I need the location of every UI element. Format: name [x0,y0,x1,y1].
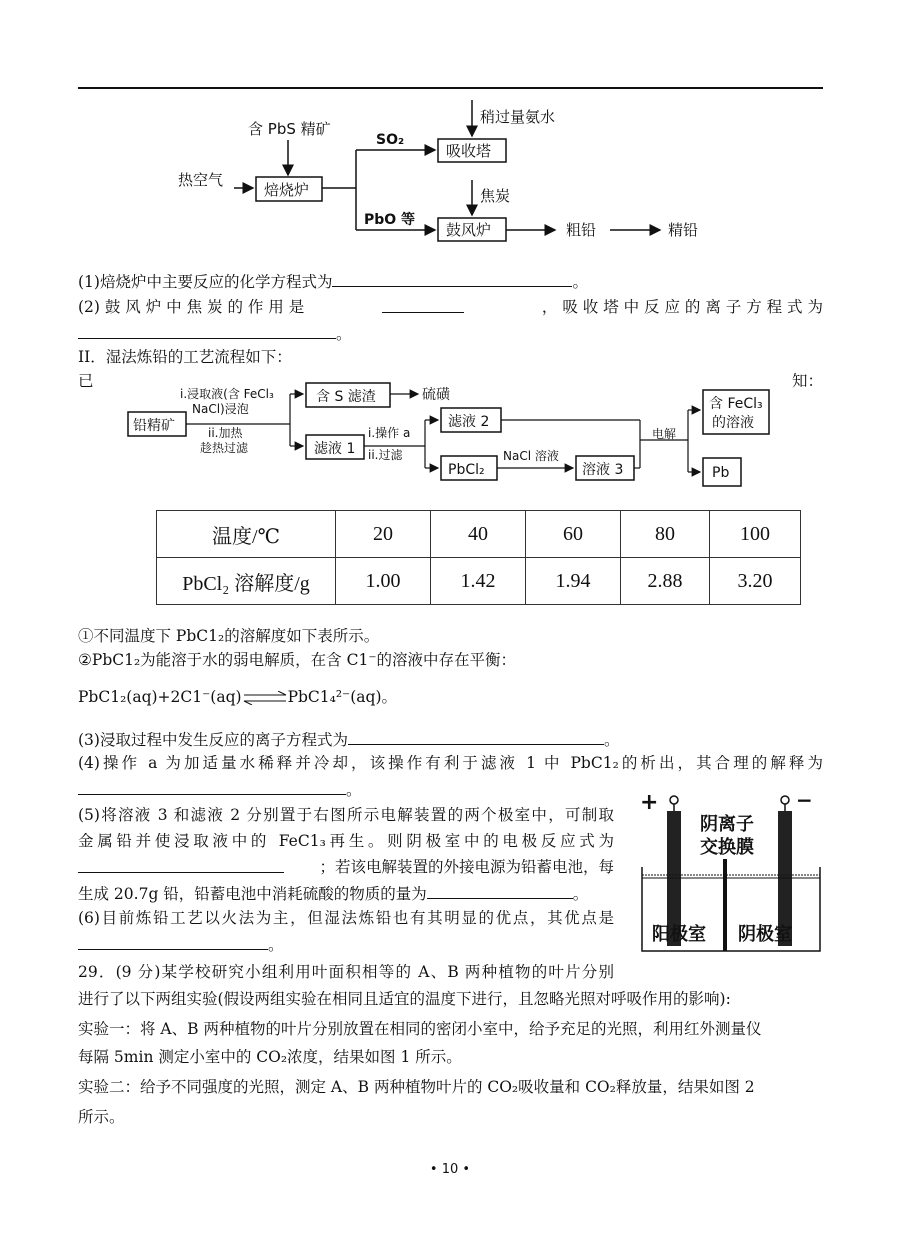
blast-furnace-label: 鼓风炉 [446,221,492,239]
q3-blank[interactable] [348,728,604,745]
pbcl2-label: PbCl₂ [448,462,485,478]
eq-left: PbC1₂(aq)+2C1⁻(aq) [78,688,242,706]
membrane-label1: 阴离子 [700,814,754,835]
q29-line3: 实验一：将 A、B 两种植物的叶片分别放置在相同的密闭小室中，给予充足的光照，利用红外测量仪 [78,1020,762,1038]
crude-lead-label: 粗铅 [566,221,597,239]
solubility-cell: 1.00 [336,558,431,605]
equilibrium-equation [78,686,823,708]
anode-chamber-label: 阳极室 [652,924,706,945]
roaster-label: 焙烧炉 [264,181,310,199]
q6-end: 。 [268,936,284,954]
page-number: • 10 • [429,1162,471,1177]
temp-cell: 20 [336,511,431,558]
q2-part2: ， 吸 收 塔 中 反 应 的 离 子 方 程 式 为 [541,298,823,316]
s-residue-label: 含 S 滤渣 [316,389,376,405]
op-a-label: i.操作 a [368,426,411,440]
q5-blank1[interactable] [78,856,284,873]
temp-cell: 100 [710,511,801,558]
q5-l4a: 生成 20.7g 铅，铅蓄电池中消耗硫酸的物质的量为 [78,885,427,903]
solubility-cell: 3.20 [710,558,801,605]
table-row-solubility [157,558,801,605]
q5-line2: 金属铅并使浸取液中的 FeC1₃再生。则阴极室中的电极反应式为 [78,832,614,850]
eq-right: PbC1₄²⁻(aq)。 [287,688,398,706]
filtrate2-label: 滤液 2 [448,414,490,430]
step-ii-label: ii.加热 [208,426,243,440]
ore2-label: 铅精矿 [133,418,175,434]
solution3-label: 溶液 3 [582,462,624,478]
question-3 [78,728,823,751]
filtrate1-label: 滤液 1 [314,441,356,457]
absorber-label: 吸收塔 [446,142,492,160]
q29-line2: 进行了以下两组实验(假设两组实验在相同且适宜的温度下进行，且忽略光照对呼吸作用的影响): [78,990,731,1008]
minus-sign: − [796,788,813,812]
q29-line6: 所示。 [78,1108,125,1126]
anode-terminal-icon [670,796,678,804]
q1-end: 。 [572,273,588,291]
solubility-cell: 1.42 [431,558,526,605]
fecl3-label2: 的溶液 [712,415,754,431]
temp-cell: 80 [621,511,710,558]
note-1: ①不同温度下 PbC1₂的溶解度如下表所示。 [78,627,380,645]
temp-cell: 40 [431,511,526,558]
known-left: 已 [78,372,94,390]
step-i-label: i.浸取液(含 FeCl₃ [180,387,274,401]
step-ii2-label: 趁热过滤 [200,441,249,455]
ore-label: 含 PbS 精矿 [248,120,331,138]
section-2-title: II．湿法炼铅的工艺流程如下： [78,348,292,366]
q2-part1: (2) 鼓 风 炉 中 焦 炭 的 作 用 是 [78,298,305,316]
solubility-header: PbCl₂ 溶解度/g [157,558,336,605]
solubility-cell: 2.88 [621,558,710,605]
q2-end: 。 [336,325,352,343]
q1-blank[interactable] [332,270,572,287]
hydro-flow-diagram [0,380,900,495]
q29-line5: 实验二：给予不同强度的光照，测定 A、B 两种植物叶片的 CO₂吸收量和 CO₂释放量，结果如图 2 [78,1078,755,1096]
temp-cell: 60 [526,511,621,558]
fecl3-label1: 含 FeCl₃ [709,396,763,412]
refined-lead-label: 精铅 [668,221,699,239]
q29-line1: 29．(9 分)某学校研究小组利用叶面积相等的 A、B 两种植物的叶片分别 [78,963,614,981]
q2-blank1[interactable] [382,296,464,313]
question-2-line1 [78,296,823,318]
question-2-line2 [78,322,823,345]
sulfur-label: 硫磺 [422,387,450,403]
q5-line4 [78,882,614,905]
electrolysis-label: 电解 [652,427,677,441]
coke-label: 焦炭 [480,187,511,205]
table-row-temp [157,511,801,558]
pyro-flow-diagram [0,0,900,250]
step-i2-label: NaCl)浸泡 [192,402,249,416]
cathode-chamber-label: 阴极室 [738,924,792,945]
cathode-terminal-icon [781,796,789,804]
q5-line1: (5)将溶液 3 和滤液 2 分别置于右图所示电解装置的两个极室中，可制取 [78,806,614,824]
plus-sign: + [640,790,659,815]
air-label: 热空气 [178,171,224,189]
pb-label: Pb [712,465,730,481]
q3-text: (3)浸取过程中发生反应的离子方程式为 [78,731,348,749]
q5-line3 [78,856,614,878]
solubility-cell: 1.94 [526,558,621,605]
q5-l3-text: ；若该电解装置的外接电源为铅蓄电池，每 [319,858,614,876]
q5-blank2[interactable] [427,882,573,899]
filter-label: ii.过滤 [368,448,403,462]
q2-blank2[interactable] [78,322,336,339]
note-2: ②PbC1₂为能溶于水的弱电解质，在含 C1⁻的溶液中存在平衡： [78,651,517,669]
equilibrium-arrow-icon [242,691,288,705]
q3-end: 。 [603,731,620,749]
question-4: (4)操作 a 为加适量水稀释并冷却，该操作有利于滤液 1 中 PbC1₂的析出，其合理的解释为 [78,754,823,772]
nacl-label: NaCl 溶液 [503,449,559,463]
question-1 [78,270,823,293]
q4-end: 。 [346,781,362,799]
membrane-label2: 交换膜 [700,837,754,858]
q1-text: (1)焙烧炉中主要反应的化学方程式为 [78,273,333,291]
question-6: (6)目前炼铅工艺以火法为主，但湿法炼铅也有其明显的优点，其优点是 [78,909,614,927]
ammonia-label: 稍过量氨水 [480,108,556,126]
q4-blank[interactable] [78,778,346,795]
so2-label: SO₂ [376,132,405,148]
known-right: 知： [791,372,823,390]
temp-header: 温度/℃ [157,511,336,558]
q5-l4b: 。 [572,885,589,903]
pbo-label: PbO 等 [364,212,416,228]
q6-blank[interactable] [78,933,268,950]
q29-line4: 每隔 5min 测定小室中的 CO₂浓度，结果如图 1 所示。 [78,1048,462,1066]
solubility-table [156,510,801,605]
electrolysis-cell-diagram [630,785,830,960]
